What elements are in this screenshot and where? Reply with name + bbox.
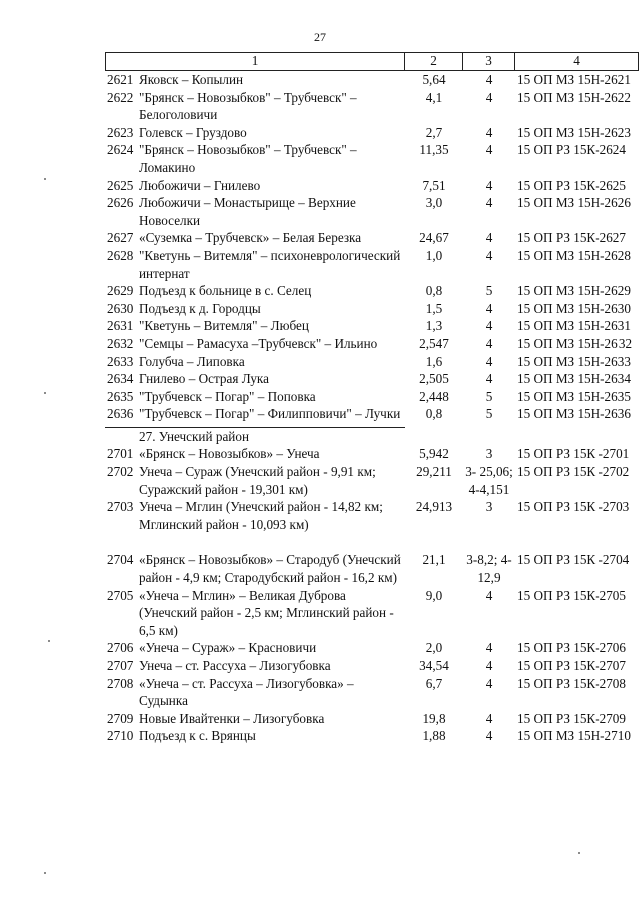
table-row (105, 405, 639, 423)
road-cell (105, 353, 405, 371)
road-code: 15 ОП МЗ 15Н-2630 (517, 300, 631, 316)
road-code: 15 ОП МЗ 15Н-2626 (517, 195, 631, 211)
road-cell (105, 587, 405, 640)
road-category: 4 (485, 353, 493, 369)
road-name: Подъезд к с. Врянцы (139, 728, 256, 744)
road-length: 4,1 (425, 89, 443, 105)
table-row (105, 710, 639, 728)
road-length: 3,0 (425, 195, 443, 211)
road-category: 4 (485, 247, 493, 263)
road-length: 2,547 (419, 335, 449, 351)
road-category: 3 (485, 446, 493, 462)
table-row (105, 639, 639, 657)
road-name: "Трубчевск – Погар" – Филипповичи" – Лучки (139, 406, 401, 422)
road-name: "Трубчевск – Погар" – Поповка (139, 388, 316, 404)
road-cell (105, 282, 405, 300)
road-name: «Брянск – Новозыбков» – Стародуб (Унечский район - 4,9 км; Стародубский район - 16,2 км) (139, 552, 401, 586)
road-number: 2705 (107, 587, 134, 603)
road-number: 2704 (107, 552, 134, 568)
table-row (105, 335, 639, 353)
road-name: Новые Ивайтенки – Лизогубовка (139, 710, 325, 726)
road-number: 2635 (107, 388, 134, 404)
road-cell (105, 388, 405, 406)
road-category: 4 (485, 728, 493, 744)
road-length: 2,0 (425, 640, 443, 656)
page-number: 27 (314, 30, 326, 44)
road-category: 5 (485, 406, 493, 422)
scan-speck (44, 178, 46, 180)
road-number: 2629 (107, 283, 134, 299)
road-code: 15 ОП РЗ 15К-2706 (517, 640, 626, 656)
road-number: 2632 (107, 335, 134, 351)
road-category: 3-8,2; 4-12,9 (466, 552, 512, 586)
road-cell (105, 463, 405, 498)
road-cell (105, 141, 405, 176)
road-code: 15 ОП РЗ 15К -2702 (517, 464, 630, 480)
road-cell (105, 445, 405, 463)
scan-speck (48, 640, 50, 642)
road-cell (105, 675, 405, 710)
road-code: 15 ОП РЗ 15К-2707 (517, 658, 626, 673)
table-row (105, 445, 639, 463)
road-name: «Суземка – Трубчевск» – Белая Березка (139, 230, 362, 246)
table-row (105, 124, 639, 142)
road-code: 15 ОП РЗ 15К-2705 (517, 587, 626, 603)
road-code: 15 ОП МЗ 15Н-2622 (517, 89, 631, 105)
road-length: 29,211 (416, 464, 452, 480)
road-code: 15 ОП РЗ 15К-2709 (517, 710, 626, 726)
road-number: 2621 (107, 72, 134, 87)
road-name: «Унеча – Мглин» – Великая Дуброва (Унечский район - 2,5 км; Мглинский район - 6,5 км) (139, 587, 394, 638)
road-code: 15 ОП РЗ 15К -2701 (517, 446, 630, 462)
road-category: 4 (485, 142, 493, 158)
road-category: 4 (485, 335, 493, 351)
road-length: 24,913 (415, 499, 453, 515)
road-cell (105, 194, 405, 229)
road-cell (105, 370, 405, 388)
road-length: 11,35 (419, 142, 449, 158)
road-code: 15 ОП МЗ 15Н-2631 (517, 318, 631, 334)
road-cell (105, 300, 405, 318)
road-number: 2636 (107, 406, 134, 422)
table-row (105, 675, 639, 710)
road-name: «Унеча – ст. Рассуха – Лизогубовка» – Судынка (139, 675, 354, 709)
table-row (105, 89, 639, 124)
table-row (105, 317, 639, 335)
road-number: 2627 (107, 230, 134, 246)
road-number: 2701 (107, 446, 134, 462)
road-number: 2626 (107, 195, 134, 211)
road-category: 4 (485, 675, 493, 691)
road-length: 2,7 (425, 124, 443, 140)
table-row (105, 388, 639, 406)
road-cell (105, 335, 405, 353)
road-cell (105, 657, 405, 675)
rows-group-a (105, 71, 639, 423)
road-number: 2622 (107, 89, 134, 105)
road-name: «Брянск – Новозыбков» – Унеча (139, 446, 320, 462)
table-row (105, 463, 639, 498)
road-name: Унеча – Мглин (Унечский район - 14,82 км; Мглинский район - 10,093 км) (139, 499, 383, 532)
road-number: 2631 (107, 318, 134, 334)
road-length: 24,67 (419, 230, 449, 246)
road-code: 15 ОП МЗ 15Н-2636 (517, 406, 631, 422)
road-code: 15 ОП МЗ 15Н-2629 (517, 283, 631, 299)
road-code: 15 ОП РЗ 15К-2624 (517, 142, 626, 158)
table-row (105, 141, 639, 176)
road-cell (105, 177, 405, 195)
road-number: 2624 (107, 142, 134, 158)
table-row (105, 71, 639, 89)
road-name: Любожичи – Монастырище – Верхние Новоселки (139, 195, 356, 228)
road-cell (105, 710, 405, 728)
road-name: Голевск – Груздово (139, 124, 247, 140)
road-code: 15 ОП МЗ 15Н-2633 (517, 353, 631, 369)
road-category: 4 (485, 89, 493, 105)
road-category: 4 (485, 195, 493, 211)
road-code: 15 ОП МЗ 15Н-26 32 (517, 335, 633, 351)
road-name: "Кветунь – Витемля" – психоневрологический интернат (139, 247, 401, 281)
road-code: 15 ОП РЗ 15К-2625 (517, 177, 626, 193)
road-category: 4 (485, 640, 493, 656)
table-row (105, 282, 639, 300)
road-category: 5 (485, 388, 493, 404)
road-number: 2707 (107, 658, 134, 673)
road-name: Унеча – ст. Рассуха – Лизогубовка (139, 658, 331, 673)
header-col-2: 2 (405, 53, 463, 70)
scan-speck (44, 392, 46, 394)
road-category: 4 (485, 300, 493, 316)
road-number: 2630 (107, 300, 134, 316)
road-category: 4 (485, 124, 493, 140)
road-cell (105, 247, 405, 282)
road-length: 19,8 (422, 710, 446, 726)
rows-group-c (105, 551, 639, 745)
table-row (105, 300, 639, 318)
road-number: 2628 (107, 247, 134, 263)
road-number: 2623 (107, 124, 134, 140)
road-length: 5,942 (419, 446, 449, 462)
road-code: 15 ОП МЗ 15Н-2634 (517, 371, 631, 387)
road-number: 2702 (107, 464, 134, 480)
road-cell (105, 498, 405, 533)
road-code: 15 ОП РЗ 15К-2627 (517, 230, 626, 246)
road-code: 15 ОП МЗ 15Н-2635 (517, 388, 631, 404)
road-code: 15 ОП РЗ 15К -2704 (517, 552, 630, 568)
road-number: 2708 (107, 675, 134, 691)
road-length: 1,3 (425, 318, 443, 334)
road-category: 4 (485, 371, 493, 387)
road-number: 2625 (107, 177, 134, 193)
road-cell (105, 71, 405, 89)
table-row (105, 551, 639, 586)
road-category: 4 (485, 72, 493, 87)
header-col-4: 4 (515, 53, 639, 70)
road-length: 1,5 (425, 300, 443, 316)
road-code: 15 ОП МЗ 15Н-2623 (517, 124, 631, 140)
table-row (105, 177, 639, 195)
road-category: 3 (485, 499, 493, 515)
road-number: 2703 (107, 499, 134, 515)
road-length: 34,54 (419, 658, 449, 673)
road-code: 15 ОП МЗ 15Н-2628 (517, 247, 631, 263)
table-row (105, 194, 639, 229)
roads-table (105, 52, 639, 745)
road-number: 2709 (107, 710, 134, 726)
road-length: 0,8 (425, 283, 443, 299)
road-cell (105, 229, 405, 247)
table-row (105, 498, 639, 533)
row-gap (105, 533, 639, 551)
header-col-3: 3 (463, 53, 515, 70)
road-code: 15 ОП МЗ 15Н-2710 (517, 728, 631, 744)
road-cell (105, 727, 405, 745)
scan-speck (578, 852, 580, 854)
scan-speck (44, 872, 46, 874)
table-row (105, 247, 639, 282)
road-cell (105, 124, 405, 142)
road-name: Яковск – Копылин (139, 72, 244, 87)
road-length: 1,88 (422, 728, 446, 744)
table-row (105, 229, 639, 247)
road-name: Гнилево – Острая Лука (139, 371, 269, 387)
road-code: 15 ОП РЗ 15К-2708 (517, 675, 626, 691)
road-name: Любожичи – Гнилево (139, 177, 261, 193)
road-length: 9,0 (425, 587, 443, 603)
road-name: "Брянск – Новозыбков" – Трубчевск" – Белоголовичи (139, 89, 357, 123)
road-number: 2634 (107, 371, 134, 387)
table-row (105, 657, 639, 675)
road-name: Унеча – Сураж (Унечский район - 9,91 км; Суражский район - 19,301 км) (139, 464, 376, 497)
rows-group-b (105, 445, 639, 533)
road-name: Подъезд к больнице в с. Селец (139, 283, 312, 299)
road-category: 4 (485, 587, 493, 603)
road-cell (105, 639, 405, 657)
road-length: 1,0 (425, 247, 443, 263)
road-number: 2633 (107, 353, 134, 369)
road-category: 4 (485, 710, 493, 726)
road-number: 2710 (107, 728, 134, 744)
road-name: Подъезд к д. Городцы (139, 300, 261, 316)
road-name: "Кветунь – Витемля" – Любец (139, 318, 309, 334)
road-cell (105, 89, 405, 124)
table-row (105, 370, 639, 388)
road-length: 7,51 (422, 177, 446, 193)
road-category: 4 (485, 658, 493, 673)
road-category: 3- 25,06; 4-4,151 (465, 464, 513, 497)
section-title: 27. Унечский район (105, 427, 405, 446)
header-col-1: 1 (105, 53, 405, 70)
road-category: 5 (485, 283, 493, 299)
road-name: "Брянск – Новозыбков" – Трубчевск" – Ломакино (139, 142, 357, 175)
road-length: 5,64 (422, 72, 446, 87)
road-cell (105, 405, 405, 423)
road-length: 6,7 (425, 675, 443, 691)
road-code: 15 ОП РЗ 15К -2703 (517, 499, 630, 515)
road-category: 4 (485, 230, 493, 246)
road-length: 21,1 (422, 552, 446, 568)
road-length: 2,448 (419, 388, 449, 404)
road-length: 0,8 (425, 406, 443, 422)
road-name: «Унеча – Сураж» – Красновичи (139, 640, 317, 656)
road-cell (105, 551, 405, 586)
road-code: 15 ОП МЗ 15Н-2621 (517, 72, 631, 87)
road-number: 2706 (107, 640, 134, 656)
road-category: 4 (485, 318, 493, 334)
table-header (105, 52, 639, 71)
road-name: "Семцы – Рамасуха –Трубчевск" – Ильино (139, 335, 378, 351)
table-row (105, 727, 639, 745)
road-name: Голубча – Липовка (139, 353, 245, 369)
road-category: 4 (485, 177, 493, 193)
road-length: 2,505 (419, 371, 449, 387)
table-row (105, 353, 639, 371)
road-cell (105, 317, 405, 335)
road-length: 1,6 (425, 353, 443, 369)
table-row (105, 587, 639, 640)
